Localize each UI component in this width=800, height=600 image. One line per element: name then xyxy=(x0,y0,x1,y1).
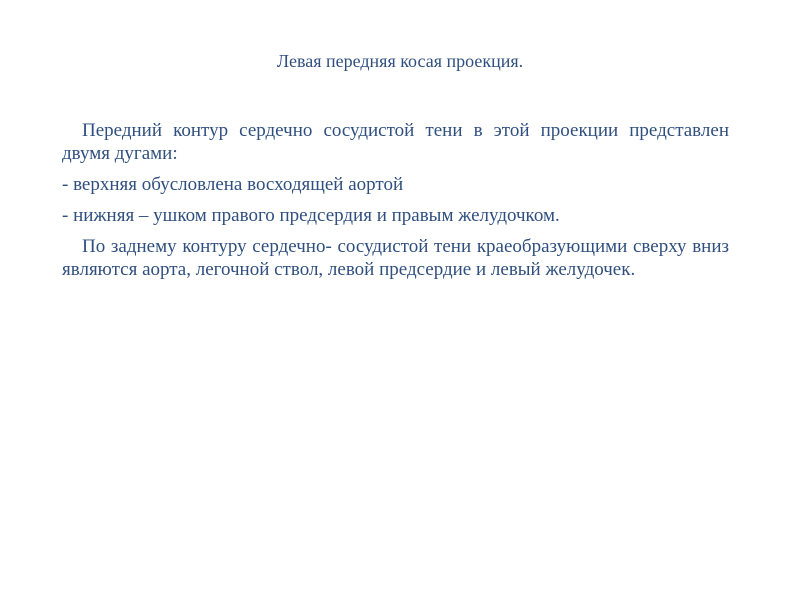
paragraph-anterior-contour: Передний контур сердечно сосудистой тени в этой проекции представлен двумя дугами: xyxy=(62,120,729,164)
paragraph-posterior-contour: По заднему контуру сердечно- сосудистой тени краеобразующими сверху вниз являются аорта, легочной ствол, левой предсердие и левый желудочек. xyxy=(62,236,729,280)
slide-body xyxy=(62,119,729,281)
paragraph-lower-arc: - нижняя – ушком правого предсердия и правым желудочком. xyxy=(62,205,560,226)
paragraph-upper-arc: - верхняя обусловлена восходящей аортой xyxy=(62,174,404,195)
slide-title: Левая передняя косая проекция. xyxy=(276,51,524,71)
